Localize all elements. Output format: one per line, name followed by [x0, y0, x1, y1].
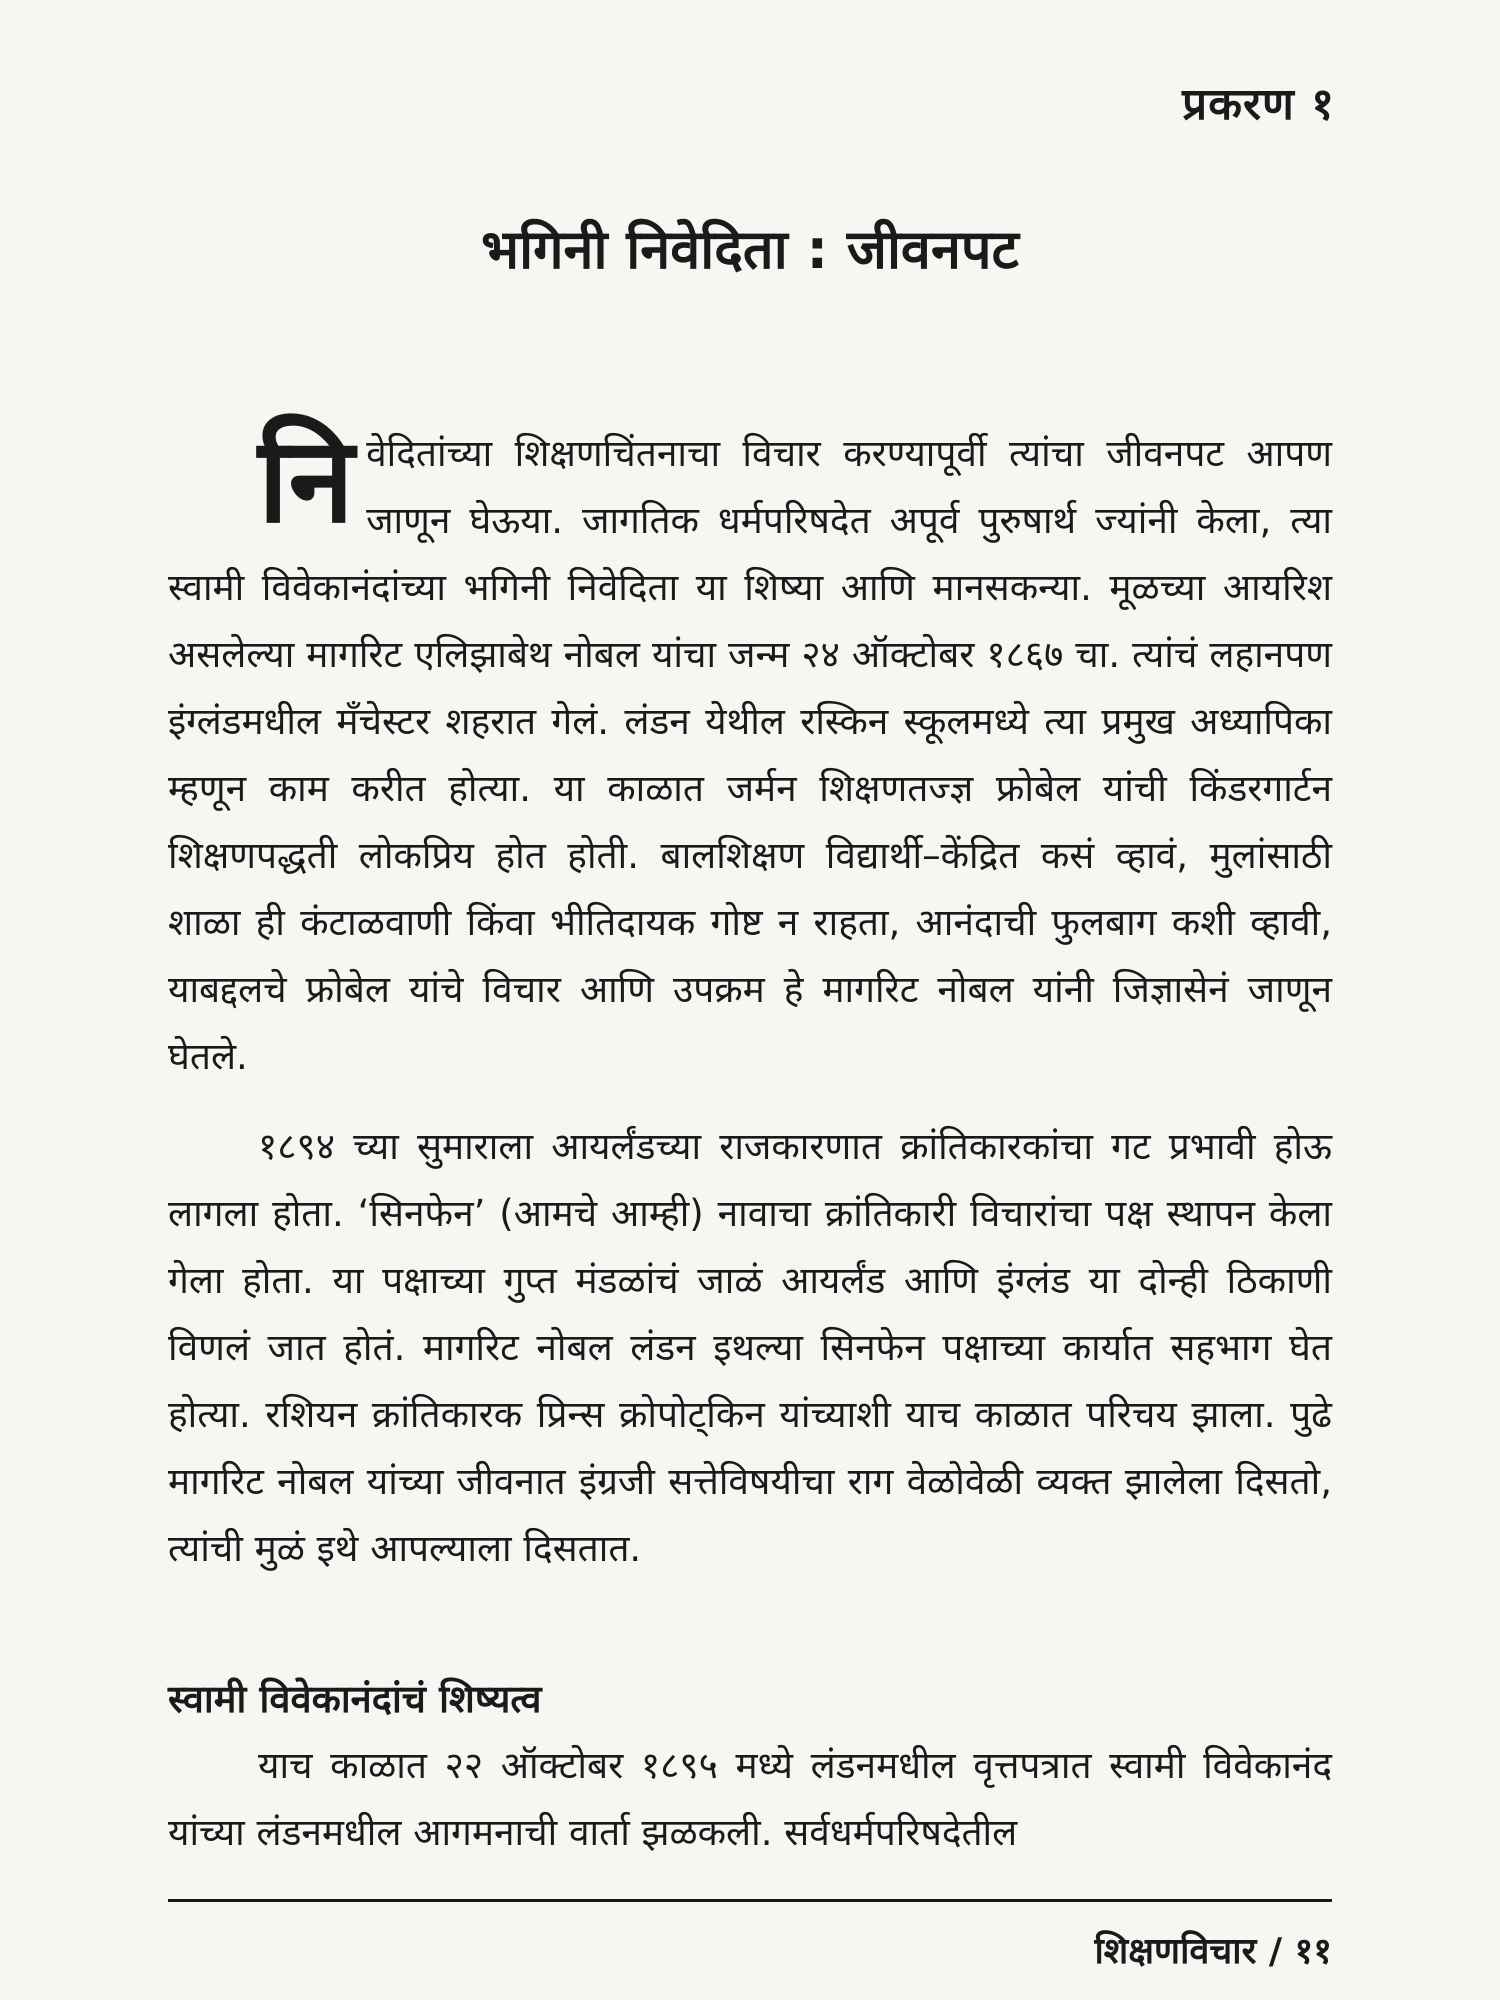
chapter-title: भगिनी निवेदिता : जीवनपट [481, 218, 1019, 281]
drop-cap: नि [258, 411, 355, 549]
paragraph-ireland-text: १८९४ च्या सुमाराला आयर्लंडच्या राजकारणात क्रांतिकारकांचा गट प्रभावी होऊ लागला होता. ‘सिनफेन’ (आमचे आम्ही) नावाचा क्रांतिकारी विचारांचा पक्ष स्थापन केला गेला होता. या पक्षाच्या गुप्त मंडळांचं जाळं आयर्लंड आणि इंग्लंड या दोन्ही ठिकाणी विणलं जात होतं. मागरिट नोबल लंडन इथल्या सिनफेन पक्षाच्या कार्यात सहभाग घेत होत्या. रशियन क्रांतिकारक प्रिन्स क्रोपोट्किन यांच्याशी याच काळात परिचय झाला. पुढे मागरिट नोबल यांच्या जीवनात इंग्रजी सत्तेविषयीचा राग वेळोवेळी व्यक्त झालेला दिसतो, त्यांची मुळं इथे आपल्याला दिसतात. [168, 1125, 1332, 1570]
paragraph-london [168, 1732, 1332, 1866]
paragraph-intro-text: वेदितांच्या शिक्षणचिंतनाचा विचार करण्यापूर्वी त्यांचा जीवनपट आपण जाणून घेऊया. जागतिक धर्मपरिषदेत अपूर्व पुरुषार्थ ज्यांनी केला, त्या स्वामी विवेकानंदांच्या भगिनी निवेदिता या शिष्या आणि मानसकन्या. मूळच्या आयरिश असलेल्या मागरिट एलिझाबेथ नोबल यांचा जन्म २४ ऑक्टोबर १८६७ चा. त्यांचं लहानपण इंग्लंडमधील मँचेस्टर शहरात गेलं. लंडन येथील रस्किन स्कूलमध्ये त्या प्रमुख अध्यापिका म्हणून काम करीत होत्या. या काळात जर्मन शिक्षणतज्ज्ञ फ्रोबेल यांची किंडरगार्टन शिक्षणपद्धती लोकप्रिय होत होती. बालशिक्षण विद्यार्थी–केंद्रित कसं व्हावं, मुलांसाठी शाळा ही कंटाळवाणी किंवा भीतिदायक गोष्ट न राहता, आनंदाची फुलबाग कशी व्हावी, याबद्दलचे फ्रोबेल यांचे विचार आणि उपक्रम हे मागरिट नोबल यांनी जिज्ञासेनं जाणून घेतले. [168, 432, 1332, 1078]
running-footer: शिक्षणविचार / ११ [1094, 1931, 1332, 1972]
section-heading: स्वामी विवेकानंदांचं शिष्यत्व [168, 1677, 542, 1721]
paragraph-ireland [168, 1113, 1332, 1582]
paragraph-intro [168, 411, 1332, 1090]
chapter-label: प्रकरण १ [1182, 79, 1335, 130]
paragraph-london-text: याच काळात २२ ऑक्टोबर १८९५ मध्ये लंडनमधील वृत्तपत्रात स्वामी विवेकानंद यांच्या लंडनमधील आगमनाची वार्ता झळकली. सर्वधर्मपरिषदेतील [168, 1744, 1332, 1854]
footer-divider [168, 1899, 1332, 1902]
